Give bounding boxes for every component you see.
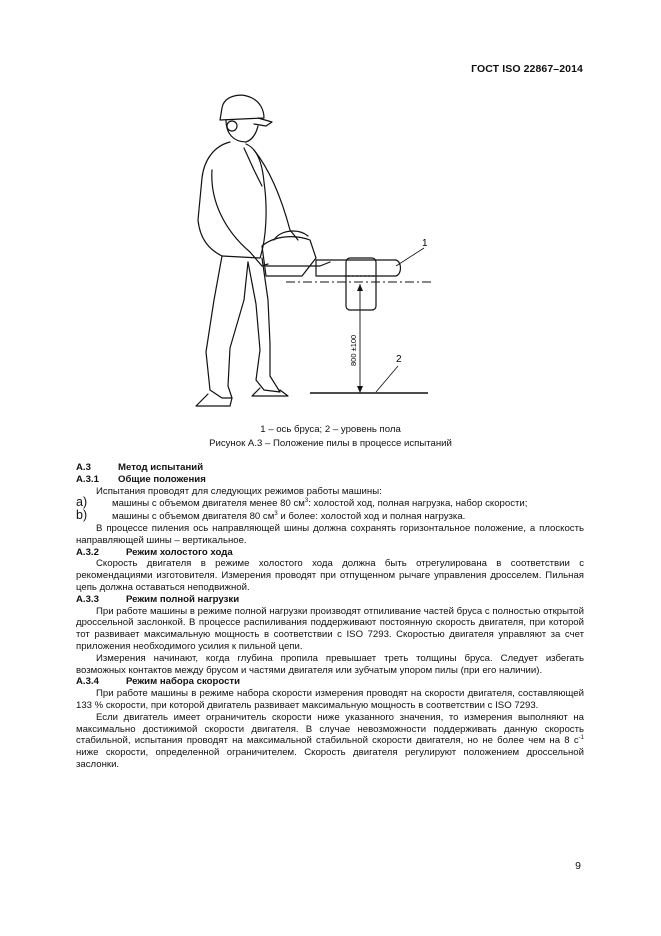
page-number: 9	[575, 860, 581, 872]
document-body	[76, 462, 584, 771]
section-a3-heading: А.3 Метод испытаний	[76, 462, 204, 473]
section-a32-heading: А.3.2 Режим холостого хода	[76, 546, 233, 558]
label-1: 1	[422, 238, 428, 249]
figure-caption: Рисунок А.3 – Положение пилы в процессе испытаний	[209, 438, 452, 449]
label-2: 2	[396, 354, 402, 365]
standard-header: ГОСТ ISO 22867–2014	[471, 63, 583, 75]
chainsaw-test-figure	[170, 90, 450, 415]
ear-protector-shape	[227, 121, 237, 131]
helmet-shape	[220, 95, 264, 120]
section-a34-paragraph-1: При работе машины в режиме набора скорости измерения проводят на скорости двигателя, составляющей 133 % скорости, при которой двигатель развивает максимальную мощность в соответствии с ISO 7293.	[76, 688, 584, 711]
section-a33-heading: А.3.3 Режим полной нагрузки	[76, 593, 240, 605]
list-item-b: b) машины с объемом двигателя 80 $см^3$ и более: холостой ход и полная нагрузка.	[76, 508, 466, 523]
section-a31-intro: Испытания проводят для следующих режимов работы машины:	[96, 485, 382, 497]
section-a31-paragraph: В процессе пиления ось направляющей шины должна сохранять горизонтальное положение, а плоскость направляющей шины – вертикальное.	[76, 522, 584, 546]
section-a33-paragraph-2: Измерения начинают, когда глубина пропила превышает треть толщины бруса. Следует избегать возможных контактов между брусом и частями двигателя или зубчатым упором пилы (при его наличии).	[76, 652, 584, 676]
dimension-label: 800 ±100	[349, 334, 358, 366]
section-a33-paragraph-1: При работе машины в режиме полной нагрузки производят отпиливание частей бруса с полностью открытой дроссельной заслонкой. В процессе распиливания поддерживают постоянную скорость двигателя, при которой тот развивает максимальную мощность в соответствии с ISO 7293. Скоростью двигателя управляют за счет приложения необходимого усилия к пильной цепи.	[76, 605, 584, 652]
figure-legend: 1 – ось бруса; 2 – уровень пола	[260, 424, 401, 435]
section-a31-heading: А.3.1 Общие положения	[76, 473, 206, 485]
section-a32-paragraph: Скорость двигателя в режиме холостого хода должна быть отрегулирована в соответствии с рекомендациями изготовителя. Измерения проводят при отпущенном рычаге управления дросселем. Пильная цепь должна оставаться неподвижной.	[76, 558, 584, 593]
test-beam-shape	[346, 258, 376, 310]
section-a34-paragraph-2: Если двигатель имеет ограничитель скорости ниже указанного значения, то измерения выполняют на максимально достижимой скорости двигателя. В случае невозможности поддерживать данную скорость стабильной, испытания проводят на максимальной стабильной скорости двигателя, но не более чем на 8 $с^{-1}$ ниже скорости, определенной ограничителем. Скорость двигателя регулируют положением дроссельной заслонки.	[76, 711, 584, 770]
section-a34-heading: А.3.4 Режим набора скорости	[76, 676, 241, 688]
chainsaw-body-shape	[262, 237, 316, 276]
list-item-a: a) машины с объемом двигателя менее 80 $см^3$: холостой ход, полная нагрузка, набор скорости;	[76, 495, 528, 510]
